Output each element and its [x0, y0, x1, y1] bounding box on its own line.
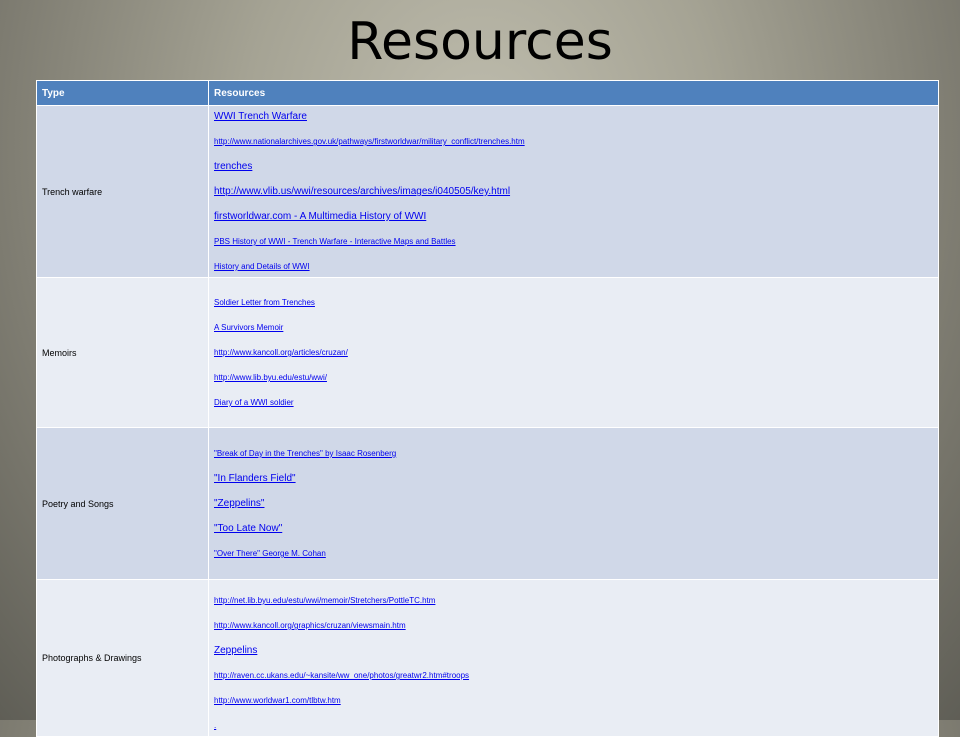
header-type: Type	[37, 81, 209, 106]
resource-link[interactable]: http://raven.cc.ukans.edu/~kansite/ww_one/photos/greatwr2.htm#troops	[214, 671, 470, 680]
resource-link[interactable]: WWI Trench Warfare	[214, 111, 307, 122]
resource-link[interactable]: "Zeppelins"	[214, 498, 265, 509]
resource-link[interactable]: Diary of a WWI soldier	[214, 398, 294, 407]
type-cell: Photographs & Drawings	[37, 580, 209, 737]
resource-link[interactable]: PBS History of WWI - Trench Warfare - Interactive Maps and Battles	[214, 237, 456, 246]
resource-link[interactable]: http://www.lib.byu.edu/estu/wwi/	[214, 373, 327, 382]
type-cell: Poetry and Songs	[37, 428, 209, 580]
type-cell: Trench warfare	[37, 106, 209, 278]
table-row-trench-warfare	[37, 106, 939, 278]
resource-link[interactable]: trenches	[214, 161, 253, 172]
resource-link[interactable]: A Survivors Memoir	[214, 323, 284, 332]
resource-link[interactable]: http://www.kancoll.org/articles/cruzan/	[214, 348, 348, 357]
resource-link[interactable]: http://www.vlib.us/wwi/resources/archives/images/i040505/key.html	[214, 186, 511, 197]
table-row-photographs-drawings	[37, 580, 939, 737]
table-header-row	[37, 81, 939, 106]
resource-link[interactable]: .	[214, 721, 217, 730]
resource-link[interactable]: firstworldwar.com - A Multimedia History of WWI	[214, 211, 427, 222]
resource-link[interactable]: http://www.worldwar1.com/tlbtw.htm	[214, 696, 341, 705]
resource-link[interactable]: Soldier Letter from Trenches	[214, 298, 315, 307]
slide-title: Resources	[347, 12, 613, 72]
type-cell: Memoirs	[37, 278, 209, 428]
resource-link[interactable]: "Too Late Now"	[214, 523, 283, 534]
resource-link[interactable]: http://net.lib.byu.edu/estu/wwi/memoir/Stretchers/PottleTC.htm	[214, 596, 436, 605]
resources-cell	[209, 428, 939, 580]
resource-link[interactable]: "Break of Day in the Trenches" by Isaac Rosenberg	[214, 449, 397, 458]
resources-cell	[209, 106, 939, 278]
resource-link[interactable]: History and Details of WWI	[214, 262, 310, 271]
resource-link[interactable]: "Over There" George M. Cohan	[214, 549, 326, 558]
resource-link[interactable]: Zeppelins	[214, 645, 258, 656]
resource-link[interactable]: "In Flanders Field"	[214, 473, 296, 484]
resource-link[interactable]: http://www.kancoll.org/graphics/cruzan/viewsmain.htm	[214, 621, 406, 630]
resources-table-container	[36, 80, 938, 730]
resources-cell	[209, 580, 939, 737]
table-row-memoirs	[37, 278, 939, 428]
header-resources: Resources	[209, 81, 939, 106]
table-row-poetry-and-songs	[37, 428, 939, 580]
resource-link[interactable]: http://www.nationalarchives.gov.uk/pathways/firstworldwar/military_conflict/trenches.htm	[214, 137, 525, 146]
resources-table	[36, 80, 939, 737]
resources-cell	[209, 278, 939, 428]
